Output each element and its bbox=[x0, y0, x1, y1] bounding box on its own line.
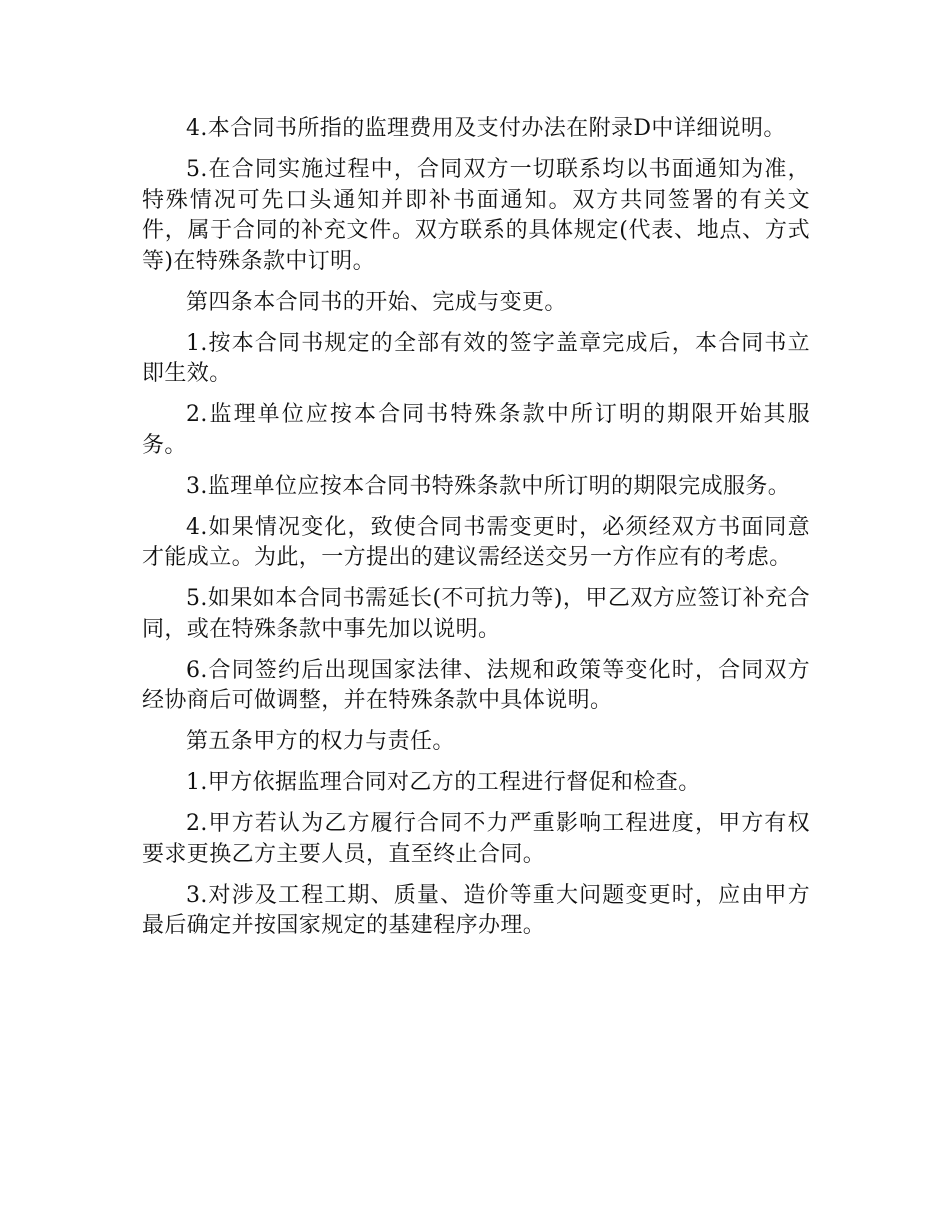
paragraph-extension: 5.如果如本合同书需延长(不可抗力等)，甲乙双方应签订补充合同，或在特殊条款中事先加以说明。 bbox=[142, 586, 810, 642]
paragraph-written-notice: 5.在合同实施过程中，合同双方一切联系均以书面通知为准，特殊情况可先口头通知并即补书面通知。双方共同签署的有关文件，属于合同的补充文件。双方联系的具体规定(代表、地点、方式等)在特殊条款中订明。 bbox=[142, 157, 810, 274]
paragraph-law-change: 6.合同签约后出现国家法律、法规和政策等变化时，合同双方经协商后可做调整，并在特殊条款中具体说明。 bbox=[142, 657, 810, 713]
paragraph-service-complete: 3.监理单位应按本合同书特殊条款中所订明的期限完成服务。 bbox=[186, 473, 791, 499]
heading-article-five: 第五条甲方的权力与责任。 bbox=[186, 729, 455, 754]
paragraph-fee-payment: 4.本合同书所指的监理费用及支付办法在附录D中详细说明。 bbox=[186, 116, 786, 141]
paragraph-service-start: 2.监理单位应按本合同书特殊条款中所订明的期限开始其服务。 bbox=[142, 402, 810, 458]
paragraph-replace-personnel: 2.甲方若认为乙方履行合同不力严重影响工程进度，甲方有权要求更换乙方主要人员，直至终止合同。 bbox=[142, 811, 810, 867]
document-body bbox=[142, 114, 810, 952]
paragraph-major-changes: 3.对涉及工程工期、质量、造价等重大问题变更时，应由甲方最后确定并按国家规定的基建程序办理。 bbox=[142, 882, 810, 938]
paragraph-effective: 1.按本合同书规定的全部有效的签字盖章完成后，本合同书立即生效。 bbox=[142, 330, 810, 386]
paragraph-supervision: 1.甲方依据监理合同对乙方的工程进行督促和检查。 bbox=[186, 770, 701, 795]
paragraph-change-consent: 4.如果情况变化，致使合同书需变更时，必须经双方书面同意才能成立。为此，一方提出的建议需经送交另一方作应有的考虑。 bbox=[142, 514, 810, 570]
heading-article-four: 第四条本合同书的开始、完成与变更。 bbox=[186, 289, 567, 315]
